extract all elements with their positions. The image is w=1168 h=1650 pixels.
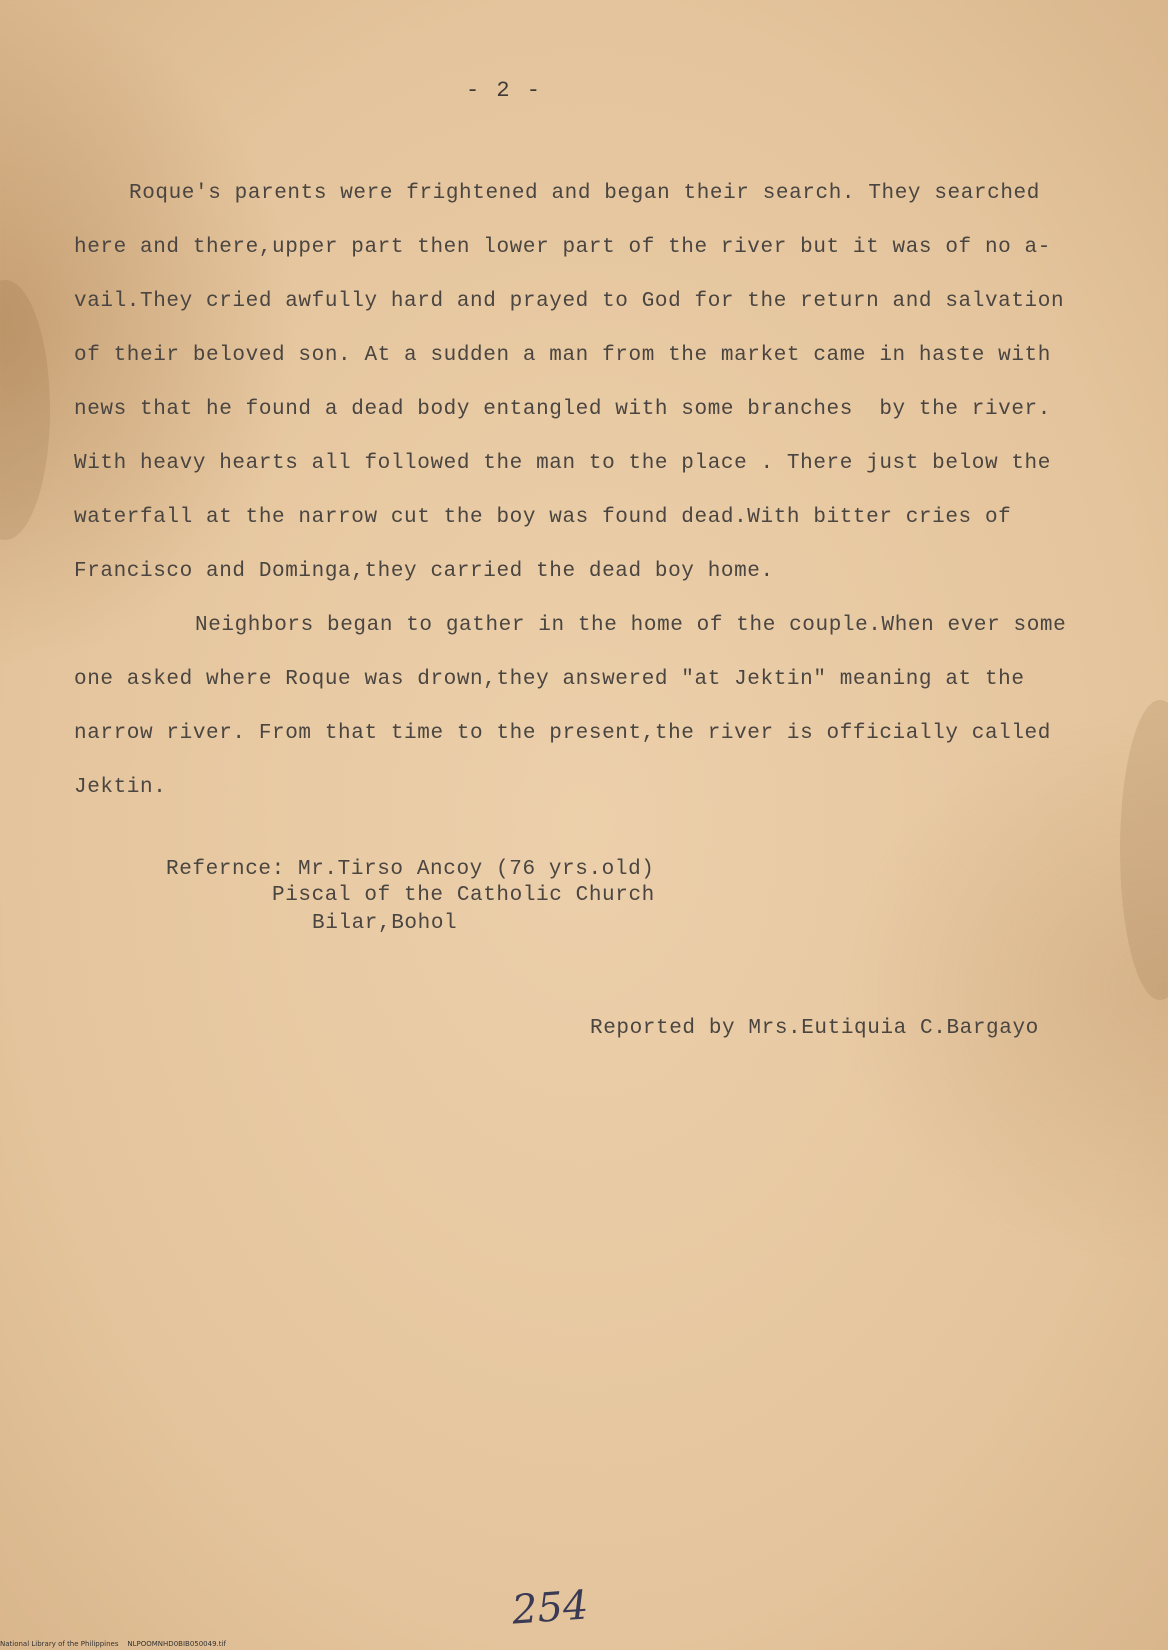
reference-line: Piscal of the Catholic Church xyxy=(272,884,655,907)
body-line: one asked where Roque was drown,they answered "at Jektin" meaning at the xyxy=(74,668,1025,691)
reference-line: Refernce: Mr.Tirso Ancoy (76 yrs.old) xyxy=(166,858,655,881)
body-line: waterfall at the narrow cut the boy was found dead.With bitter cries of xyxy=(74,506,1012,529)
body-line: narrow river. From that time to the present,the river is officially called xyxy=(74,722,1051,745)
body-line: Neighbors began to gather in the home of the couple.When ever some xyxy=(195,614,1067,637)
body-line: Jektin. xyxy=(74,776,167,799)
body-line: of their beloved son. At a sudden a man from the market came in haste with xyxy=(74,344,1051,367)
body-line: Roque's parents were frightened and began their search. They searched xyxy=(129,182,1040,205)
page-number: - 2 - xyxy=(466,78,543,103)
handwritten-page-number: 254 xyxy=(510,1582,590,1634)
body-line: news that he found a dead body entangled with some branches by the river. xyxy=(74,398,1051,421)
reference-line: Bilar,Bohol xyxy=(312,912,458,935)
body-line: here and there,upper part then lower part of the river but it was of no a- xyxy=(74,236,1051,259)
reporter-credit: Reported by Mrs.Eutiquia C.Bargayo xyxy=(590,1017,1039,1040)
body-line: Francisco and Dominga,they carried the dead boy home. xyxy=(74,560,774,583)
paper-stain xyxy=(1120,700,1168,1000)
body-line: With heavy hearts all followed the man to the place . There just below the xyxy=(74,452,1051,475)
archive-footer: National Library of the Philippines NLPOOMNHD0BIB050049.tif xyxy=(0,1640,226,1648)
body-line: vail.They cried awfully hard and prayed to God for the return and salvation xyxy=(74,290,1065,313)
paper-stain xyxy=(0,280,50,540)
